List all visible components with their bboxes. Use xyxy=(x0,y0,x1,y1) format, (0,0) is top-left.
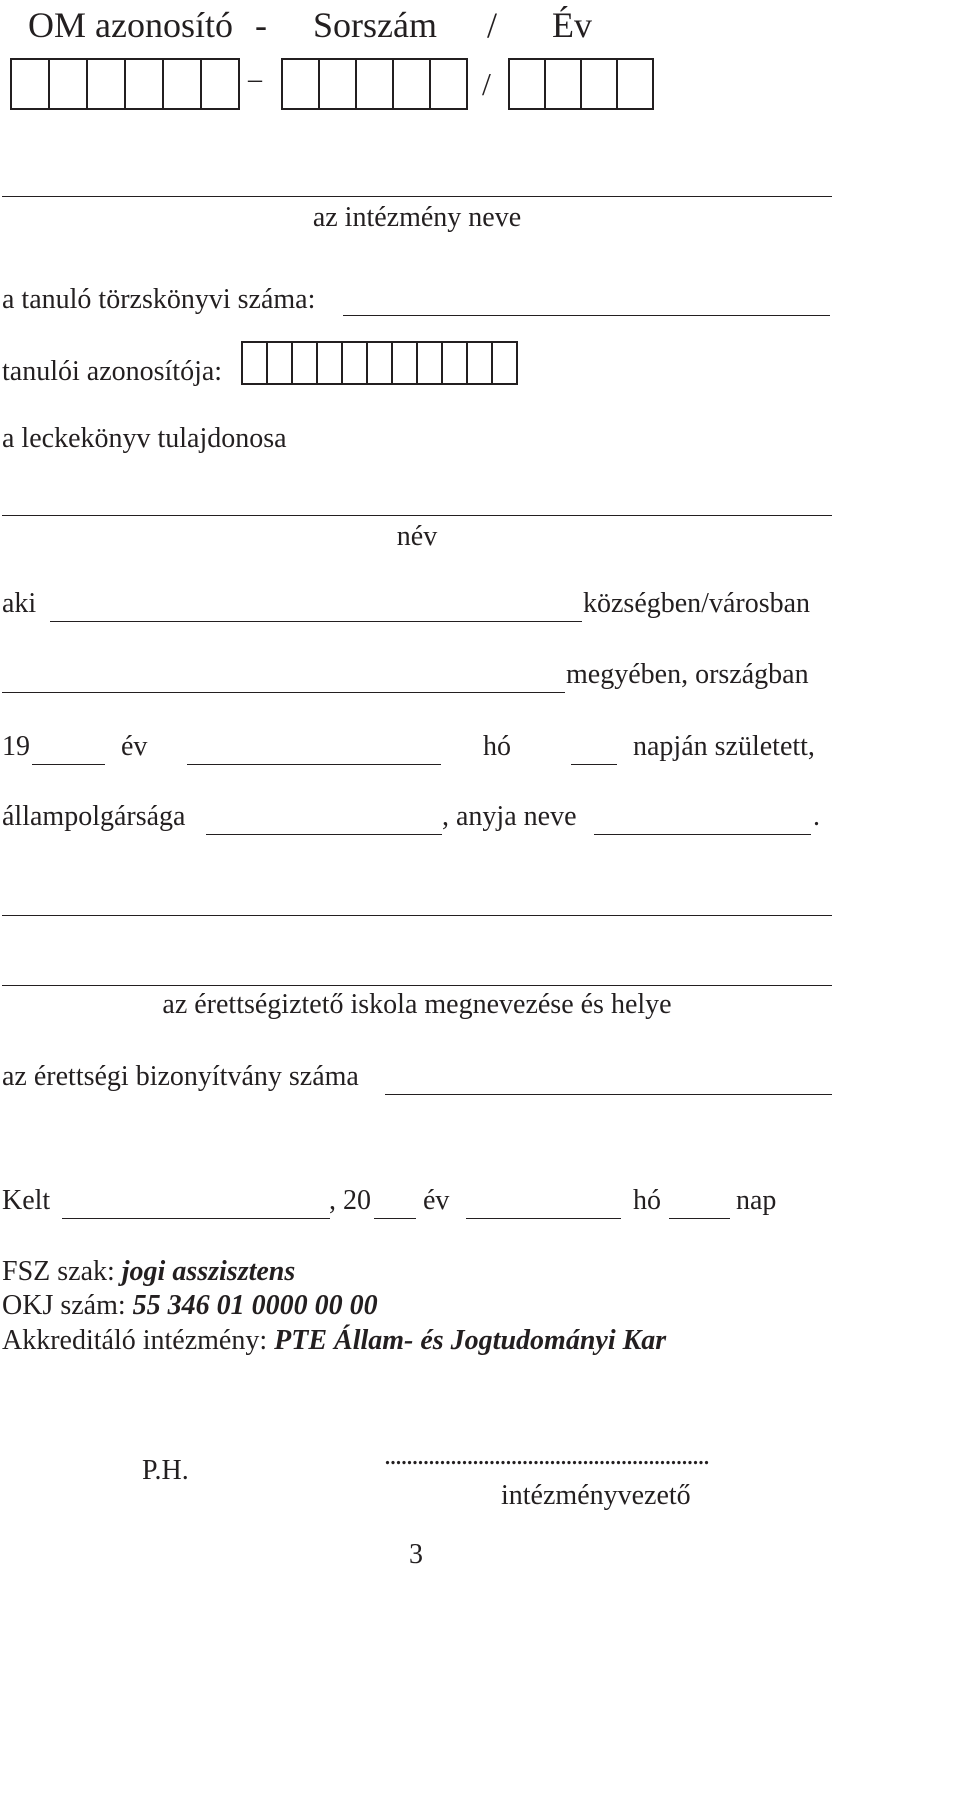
fsz-value: jogi asszisztens xyxy=(121,1256,296,1287)
student-id-label: tanulói azonosítója: xyxy=(2,356,223,387)
boxes-slash: / xyxy=(482,66,491,102)
citizenship-line[interactable] xyxy=(206,834,442,835)
student-id-digit-box[interactable] xyxy=(441,341,468,385)
sorszam-digit-box[interactable] xyxy=(429,58,468,110)
mother-period: . xyxy=(813,801,820,832)
institution-name-line[interactable] xyxy=(2,196,832,197)
certificate-number-line[interactable] xyxy=(385,1094,832,1095)
om-label: OM azonosító xyxy=(28,5,233,45)
kelt-year-line[interactable] xyxy=(374,1218,416,1219)
institution-caption: az intézmény neve xyxy=(312,202,522,233)
ev-digit-box[interactable] xyxy=(544,58,582,110)
student-id-digit-box[interactable] xyxy=(466,341,493,385)
sorszam-digit-box[interactable] xyxy=(281,58,320,110)
accr-label: Akkreditáló intézmény: xyxy=(2,1325,268,1356)
kelt-month-line[interactable] xyxy=(466,1218,621,1219)
kelt-ev-label: év xyxy=(423,1185,450,1216)
om-digit-box[interactable] xyxy=(10,58,50,110)
sorszam-digit-box[interactable] xyxy=(355,58,394,110)
student-id-digit-box[interactable] xyxy=(266,341,293,385)
birth-month-line[interactable] xyxy=(187,764,441,765)
mother-label: , anyja neve xyxy=(442,801,577,832)
birth-day-line[interactable] xyxy=(571,764,617,765)
om-digit-box[interactable] xyxy=(86,58,126,110)
okj-label: OKJ szám: xyxy=(2,1290,126,1321)
om-digit-box[interactable] xyxy=(200,58,240,110)
signature-dots[interactable]: ........................................................... xyxy=(384,1440,709,1471)
header-dash: - xyxy=(255,5,267,45)
student-id-digit-box[interactable] xyxy=(416,341,443,385)
om-id-boxes[interactable] xyxy=(10,58,240,110)
county-label: megyében, országban xyxy=(566,659,809,690)
kelt-place-line[interactable] xyxy=(62,1218,330,1219)
student-id-digit-box[interactable] xyxy=(391,341,418,385)
student-id-digit-box[interactable] xyxy=(366,341,393,385)
birth-ev-label: év xyxy=(121,731,148,762)
student-id-digit-box[interactable] xyxy=(241,341,268,385)
signature-role: intézményvezető xyxy=(501,1480,691,1511)
registry-number-line[interactable] xyxy=(343,315,830,316)
owner-label: a leckekönyv tulajdonosa xyxy=(2,423,287,454)
birth-ho-label: hó xyxy=(483,731,511,762)
fsz-row xyxy=(2,1256,295,1288)
stamp-label: P.H. xyxy=(142,1455,189,1486)
header-slash: / xyxy=(487,5,498,45)
sorszam-label: Sorszám xyxy=(313,5,437,45)
fsz-label: FSZ szak: xyxy=(2,1256,115,1287)
page-number: 3 xyxy=(409,1539,423,1570)
sorszam-digit-box[interactable] xyxy=(392,58,431,110)
om-digit-box[interactable] xyxy=(162,58,202,110)
certificate-label: az érettségi bizonyítvány száma xyxy=(2,1061,359,1092)
accr-value: PTE Állam- és Jogtudományi Kar xyxy=(274,1325,667,1356)
ev-digit-box[interactable] xyxy=(508,58,546,110)
birth-town-line[interactable] xyxy=(50,621,582,622)
school-line-2[interactable] xyxy=(2,985,832,986)
sorszam-digit-box[interactable] xyxy=(318,58,357,110)
kelt-ho-label: hó xyxy=(633,1185,661,1216)
accr-row xyxy=(2,1325,666,1357)
ev-label: Év xyxy=(552,5,592,45)
student-id-boxes[interactable] xyxy=(241,341,518,385)
kelt-day-line[interactable] xyxy=(669,1218,730,1219)
student-id-digit-box[interactable] xyxy=(491,341,518,385)
birth-year-line[interactable] xyxy=(32,764,105,765)
student-id-digit-box[interactable] xyxy=(341,341,368,385)
birth-year-prefix: 19 xyxy=(2,731,30,762)
om-digit-box[interactable] xyxy=(48,58,88,110)
okj-value: 55 346 01 0000 00 00 xyxy=(132,1290,378,1321)
aki-label: aki xyxy=(2,588,37,619)
student-id-digit-box[interactable] xyxy=(291,341,318,385)
okj-row xyxy=(2,1290,378,1322)
ev-digit-box[interactable] xyxy=(616,58,654,110)
sorszam-boxes[interactable] xyxy=(281,58,468,110)
school-caption: az érettségiztető iskola megnevezése és helye xyxy=(162,989,672,1020)
birth-county-line[interactable] xyxy=(2,692,565,693)
mother-name-line[interactable] xyxy=(594,834,811,835)
citizenship-label: állampolgársága xyxy=(2,801,186,832)
name-caption: név xyxy=(396,521,438,552)
kelt-label: Kelt xyxy=(2,1185,51,1216)
school-line-1[interactable] xyxy=(2,915,832,916)
om-digit-box[interactable] xyxy=(124,58,164,110)
ev-boxes[interactable] xyxy=(508,58,654,110)
ev-digit-box[interactable] xyxy=(580,58,618,110)
owner-name-line[interactable] xyxy=(2,515,832,516)
kelt-year-prefix: , 20 xyxy=(329,1185,371,1216)
registry-label: a tanuló törzskönyvi száma: xyxy=(2,284,316,315)
born-label: napján született, xyxy=(633,731,815,762)
kelt-nap-label: nap xyxy=(736,1185,777,1216)
town-label: községben/városban xyxy=(583,588,811,619)
student-id-digit-box[interactable] xyxy=(316,341,343,385)
boxes-dash: – xyxy=(248,64,262,95)
